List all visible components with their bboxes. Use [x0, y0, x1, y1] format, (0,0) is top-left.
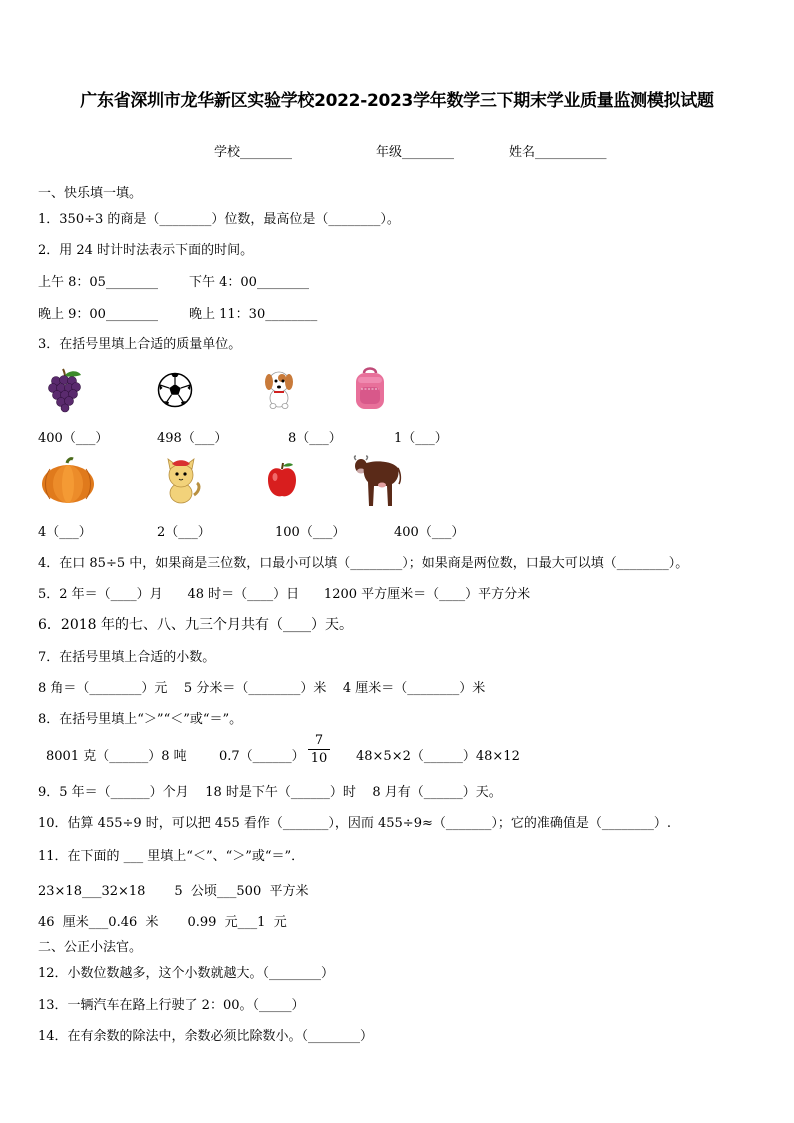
compare-item: 0.7（______）	[219, 749, 305, 764]
mass-item: 498（___）	[157, 431, 228, 446]
question-13: 13．一辆汽车在路上行驶了 2：00。（_____）	[38, 998, 305, 1013]
grapes-icon	[47, 367, 83, 413]
question-10: 10．估算 455÷9 时，可以把 455 看作（_______），因而 455÷9≈（_______）；它的准确值是（________）.	[38, 816, 671, 831]
question-5: 5．2 年＝（____）月 48 时＝（____）日 1200 平方厘米＝（____）平方分米	[38, 587, 531, 602]
mass-item: 8（___）	[288, 431, 342, 446]
question-7-row: 8 角＝（________）元 5 分米＝（________）米 4 厘米＝（________）米	[38, 681, 486, 696]
time-item: 上午 8：05________	[38, 275, 158, 290]
question-11-row-1: 23×18___32×18 5 公顷___500 平方米	[38, 884, 309, 899]
kitten-icon	[160, 457, 202, 505]
apple-icon	[266, 461, 298, 499]
time-item: 下午 4：00________	[189, 275, 309, 290]
pumpkin-icon	[40, 457, 96, 505]
fraction-numerator: 7	[308, 733, 330, 750]
question-11-row-2: 46 厘米___0.46 米 0.99 元___1 元	[38, 915, 287, 930]
question-8: 8．在括号里填上“＞”“＜”或“＝”。	[38, 712, 243, 727]
section-heading-2: 二、公正小法官。	[38, 940, 143, 955]
question-4: 4．在口 85÷5 中，如果商是三位数，口最小可以填（________）；如果商是两位数，口最大可以填（________）。	[38, 556, 689, 571]
section-heading-1: 一、快乐填一填。	[38, 186, 143, 201]
mass-item: 100（___）	[275, 525, 346, 540]
question-1: 1．350÷3 的商是（________）位数，最高位是（________）。	[38, 212, 400, 227]
grade-field: 年级________	[376, 145, 455, 160]
mass-item: 4（___）	[38, 525, 92, 540]
school-field: 学校________	[214, 145, 293, 160]
backpack-icon	[352, 365, 388, 411]
time-item: 晚上 9：00________	[38, 307, 158, 322]
question-9: 9．5 年＝（______）个月 18 时是下午（______）时 8 月有（______）天。	[38, 785, 502, 800]
puppy-icon	[262, 368, 296, 410]
page-title: 广东省深圳市龙华新区实验学校2022-2023学年数学三下期末学业质量监测模拟试题	[80, 91, 714, 111]
name-field: 姓名___________	[509, 145, 607, 160]
question-7: 7．在括号里填上合适的小数。	[38, 650, 216, 665]
soccer-ball-icon	[157, 372, 193, 408]
cow-icon	[352, 454, 402, 510]
question-14: 14．在有余数的除法中，余数必须比除数小。（________）	[38, 1029, 374, 1044]
fraction-denominator: 10	[310, 751, 328, 766]
fraction	[308, 733, 330, 766]
mass-item: 400（___）	[394, 525, 465, 540]
question-2: 2．用 24 时计时法表示下面的时间。	[38, 243, 254, 258]
question-3: 3．在括号里填上合适的质量单位。	[38, 337, 242, 352]
question-12: 12．小数位数越多，这个小数就越大。（________）	[38, 966, 335, 981]
mass-item: 2（___）	[157, 525, 211, 540]
mass-item: 400（___）	[38, 431, 109, 446]
compare-item: 48×5×2（______）48×12	[356, 749, 520, 764]
question-11: 11．在下面的 ___ 里填上“＜”、“＞”或“＝”．	[38, 849, 305, 864]
time-item: 晚上 11：30________	[189, 307, 318, 322]
question-6: 6．2018 年的七、八、九三个月共有（____）天。	[38, 617, 353, 633]
mass-item: 1（___）	[394, 431, 448, 446]
compare-item: 8001 克（______）8 吨	[46, 749, 187, 764]
